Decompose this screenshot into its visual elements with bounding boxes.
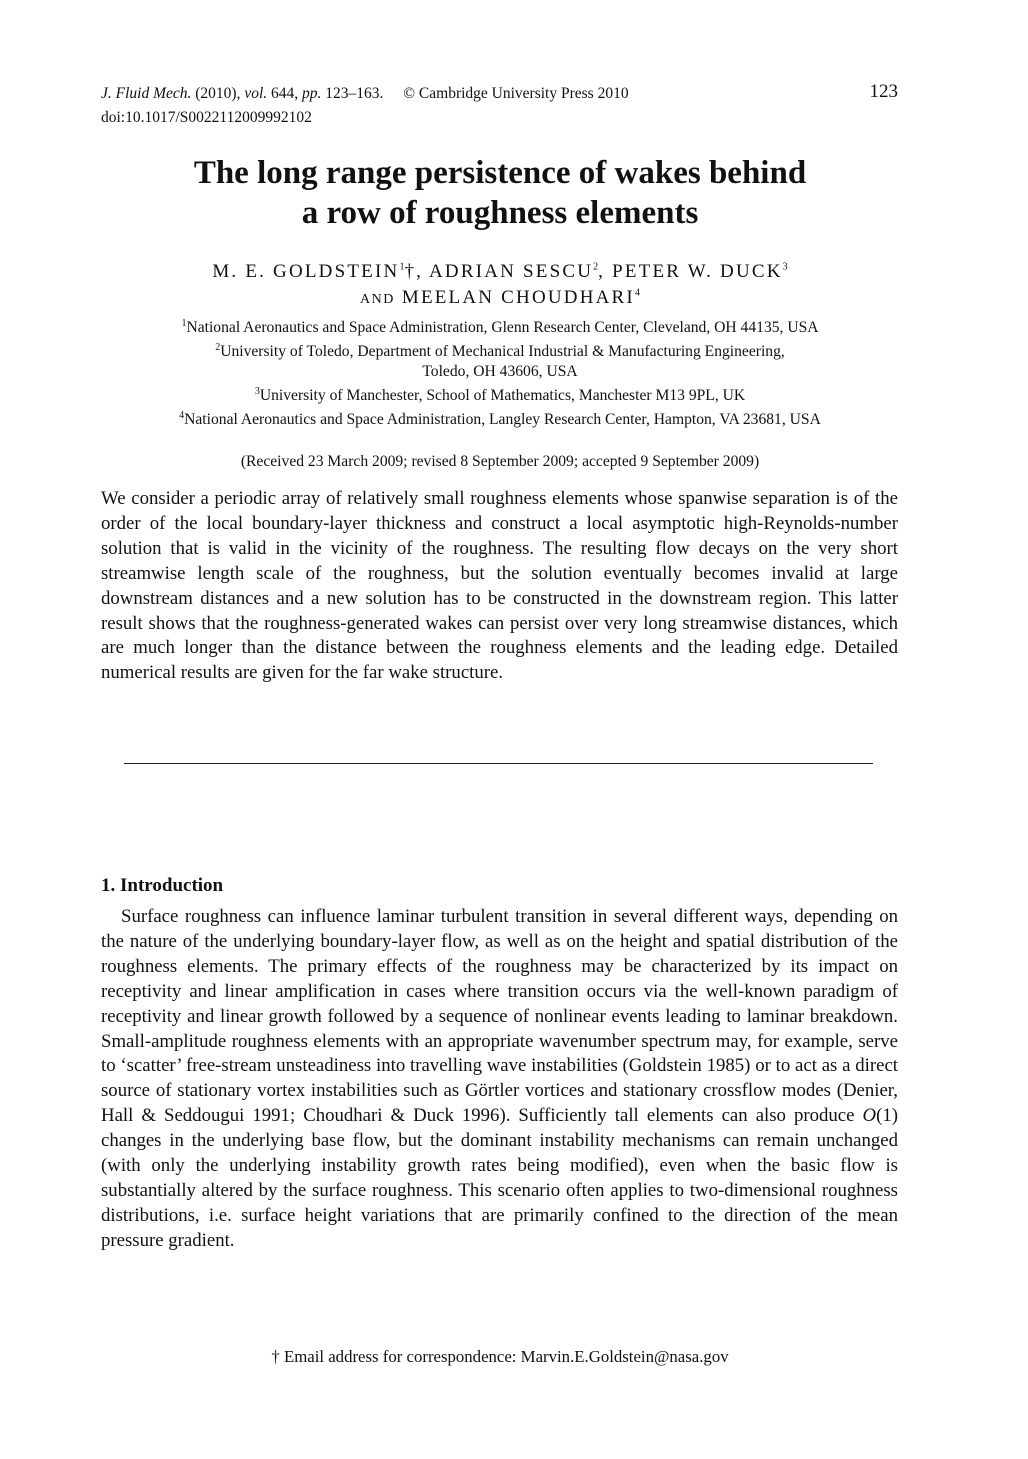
page-number: 123 bbox=[869, 81, 898, 102]
affiliation bbox=[60, 386, 940, 406]
author-list bbox=[60, 259, 940, 313]
author-name: M. E. GOLDSTEIN bbox=[212, 261, 400, 282]
received-dates: (Received 23 March 2009; revised 8 September 2009; accepted 9 September 2009) bbox=[240, 453, 760, 470]
affiliation-text: University of Toledo, Department of Mechanical Industrial & Manufacturing Engineering, bbox=[220, 343, 785, 360]
divider bbox=[124, 763, 873, 764]
affiliation bbox=[60, 342, 940, 382]
volume-label: vol. bbox=[244, 85, 268, 102]
introduction-paragraph bbox=[101, 905, 898, 1254]
doi: doi:10.1017/S0022112009992102 bbox=[101, 109, 312, 126]
affiliation-marker: 4 bbox=[634, 287, 640, 299]
math-argument: (1) bbox=[876, 1105, 898, 1127]
journal-name: J. Fluid Mech. bbox=[101, 85, 192, 102]
author-name: ADRIAN SESCU bbox=[429, 261, 594, 282]
affiliation-marker: 1 bbox=[399, 261, 405, 273]
authors-line-2 bbox=[60, 285, 940, 313]
volume-value: 644, bbox=[271, 85, 299, 102]
author-conjunction: AND bbox=[360, 292, 395, 307]
affiliation-number: 1 bbox=[181, 317, 187, 329]
affiliation-marker: 3 bbox=[782, 261, 788, 273]
affiliation-text: National Aeronautics and Space Administration, Glenn Research Center, Cleveland, OH 44135, USA bbox=[186, 319, 819, 336]
footnote: † Email address for correspondence: Marvin.E.Goldstein@nasa.gov bbox=[271, 1347, 729, 1366]
paragraph-text: Surface roughness can influence laminar turbulent transition in several different ways, depending on the nature of the underlying boundary-layer flow, as well as on the height and spatial distribution of the roughness elements. The primary effects of the roughness may be characterized by its impact on receptivity and linear amplification in cases where transition occurs via the well-known paradigm of receptivity and linear growth followed by a sequence of nonlinear events leading to laminar breakdown. Small-amplitude roughness elements with an appropriate wavenumber spectrum may, for example, serve to ‘scatter’ free-stream unsteadiness into travelling wave instabilities (Goldstein 1985) or to act as a direct source of stationary vortex instabilities such as Görtler vortices and stationary crossflow modes (Denier, Hall & Seddougui 1991; Choudhari & Duck 1996). Sufficiently tall elements can also produce bbox=[101, 906, 898, 1127]
title-line-1: The long range persistence of wakes behind bbox=[193, 155, 807, 191]
affiliation-text: University of Manchester, School of Mathematics, Manchester M13 9PL, UK bbox=[259, 387, 746, 404]
author-separator: , bbox=[598, 261, 606, 282]
math-symbol: O bbox=[862, 1105, 877, 1127]
section-heading: 1. Introduction bbox=[101, 875, 224, 896]
journal-year: (2010), bbox=[195, 85, 241, 102]
correspondence-marker: †, bbox=[404, 261, 424, 282]
paper-title bbox=[60, 153, 940, 233]
affiliation-number: 2 bbox=[215, 341, 221, 353]
affiliation bbox=[60, 318, 940, 338]
author-name: PETER W. DUCK bbox=[612, 261, 783, 282]
affiliation-number: 3 bbox=[254, 385, 260, 397]
journal-citation bbox=[101, 84, 701, 104]
copyright-notice: © Cambridge University Press 2010 bbox=[403, 85, 629, 102]
affiliations bbox=[60, 318, 940, 434]
affiliation-text: National Aeronautics and Space Administration, Langley Research Center, Hampton, VA 23681, USA bbox=[184, 411, 821, 428]
pages-label: pp. bbox=[302, 85, 322, 102]
affiliation bbox=[60, 410, 940, 430]
affiliation-number: 4 bbox=[179, 409, 185, 421]
affiliation-text: Toledo, OH 43606, USA bbox=[422, 363, 578, 380]
pages-value: 123–163. bbox=[325, 85, 384, 102]
author-name: MEELAN CHOUDHARI bbox=[401, 287, 635, 308]
title-line-2: a row of roughness elements bbox=[301, 195, 699, 231]
affiliation-marker: 2 bbox=[593, 261, 599, 273]
abstract: We consider a periodic array of relatively small roughness elements whose spanwise separation is of the order of the local boundary-layer thickness and construct a local asymptotic high-Reynolds-number solution that is valid in the vicinity of the roughness. The resulting flow decays on the very short streamwise length scale of the roughness, but the solution eventually becomes invalid at large downstream distances and a new solution has to be constructed in the downstream region. This latter result shows that the roughness-generated wakes can persist over very long streamwise distances, which are much longer than the distance between the roughness elements and the leading edge. Detailed numerical results are given for the far wake structure. bbox=[101, 488, 898, 684]
paragraph-text: changes in the underlying base flow, but the dominant instability mechanisms can remain unchanged (with only the underlying instability growth rates being modified), even when the basic flow is substantially altered by the surface roughness. This scenario often applies to two-dimensional roughness distributions, i.e. surface height variations that are primarily confined to the direction of the mean pressure gradient. bbox=[101, 1130, 898, 1251]
authors-line-1 bbox=[60, 259, 940, 285]
